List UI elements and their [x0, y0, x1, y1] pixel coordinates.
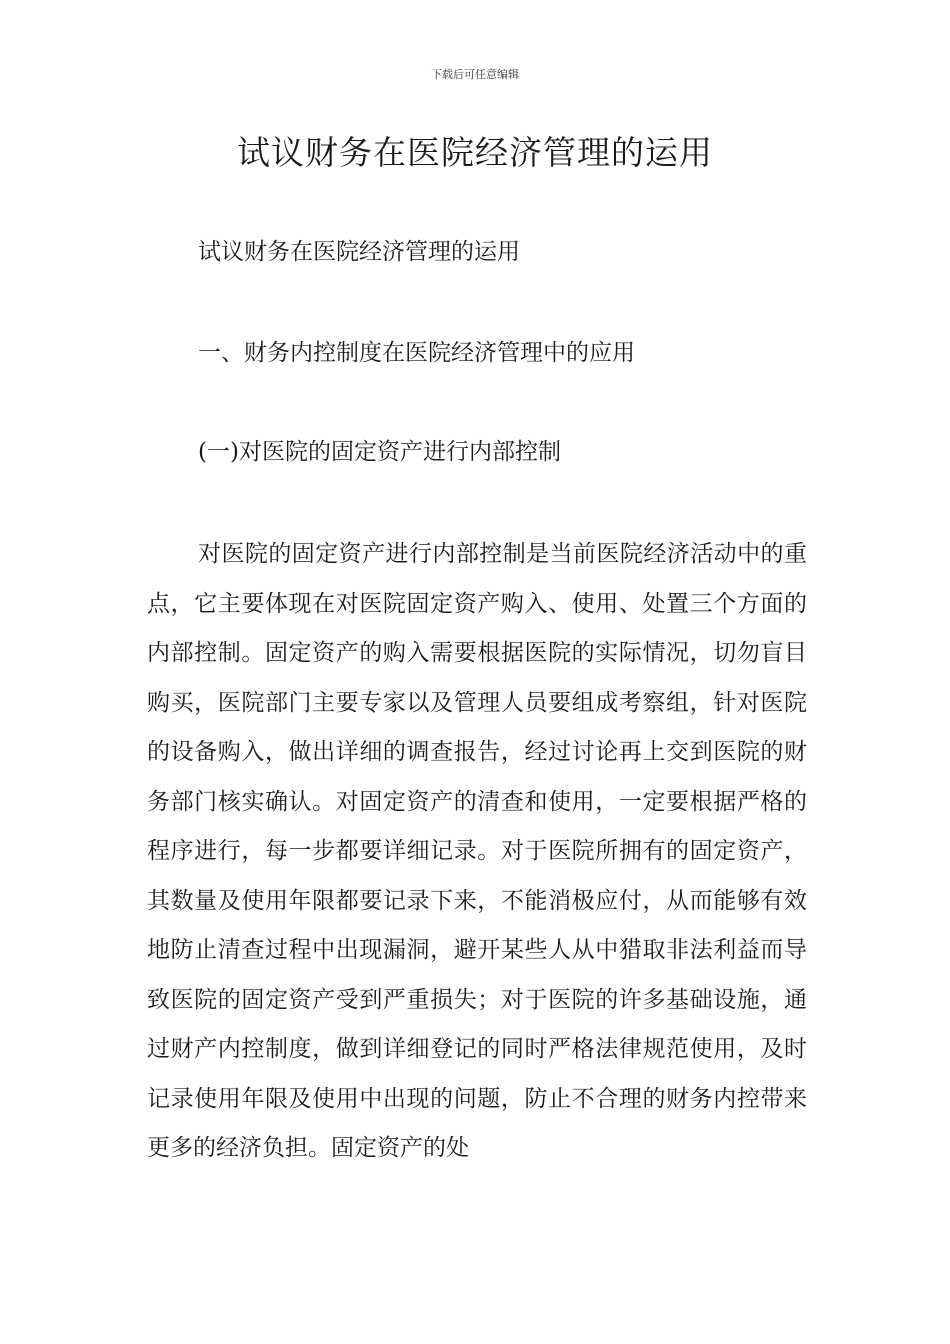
- document-title: 试议财务在医院经济管理的运用: [237, 133, 713, 172]
- section-heading: 一、财务内控制度在医院经济管理中的应用: [198, 340, 635, 366]
- body-paragraph: 对医院的固定资产进行内部控制是当前医院经济活动中的重点，它主要体现在对医院固定资产购入、使用、处置三个方面的内部控制。固定资产的购入需要根据医院的实际情况，切勿盲目购买，医院部门主要专家以及管理人员要组成考察组，针对医院的设备购入，做出详细的调查报告，经过讨论再上交到医院的财务部门核实确认。对固定资产的清查和使用，一定要根据严格的程序进行，每一步都要详细记录。对于医院所拥有的固定资产，其数量及使用年限都要记录下来，不能消极应付，从而能够有效地防止清查过程中出现漏洞，避开某些人从中猎取非法利益而导致医院的固定资产受到严重损失；对于医院的许多基础设施，通过财产内控制度，做到详细登记的同时严格法律规范使用，及时记录使用年限及使用中出现的问题，防止不合理的财务内控带来更多的经济负担。固定资产的处: [147, 541, 807, 1161]
- document-subtitle: 试议财务在医院经济管理的运用: [198, 239, 520, 265]
- subsection-heading: (一)对医院的固定资产进行内部控制: [198, 439, 561, 465]
- header-note: 下载后可任意编辑: [431, 68, 519, 81]
